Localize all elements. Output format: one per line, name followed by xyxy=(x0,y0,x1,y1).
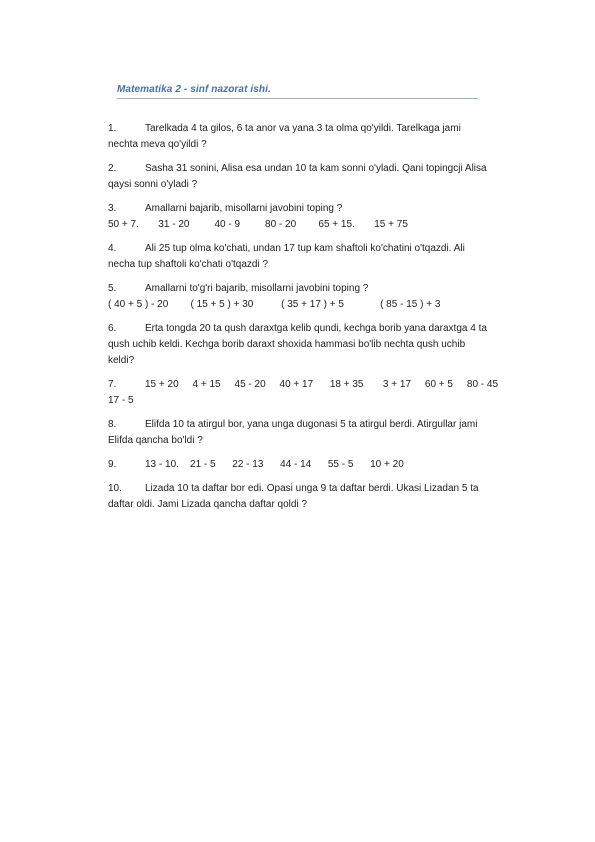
question-text-continued xyxy=(108,217,523,233)
question-number: 8. xyxy=(108,419,117,430)
question-number: 3. xyxy=(108,203,117,214)
question-number: 1. xyxy=(108,123,117,134)
question-text-continued xyxy=(108,433,523,449)
question-text-continued xyxy=(108,497,523,513)
question-list xyxy=(108,121,523,521)
question-text-continued xyxy=(108,393,523,409)
question-line: 15 + 20 4 + 15 45 - 20 40 + 17 18 + 35 3 + 17 60 + 5 80 - 45 xyxy=(145,379,499,390)
question-item xyxy=(108,321,523,369)
question-item xyxy=(108,281,523,313)
question-text-continued xyxy=(108,137,523,153)
question-line: keldi? xyxy=(108,355,135,366)
question-line: Sasha 31 sonini, Alisa esa undan 10 ta kam sonni o'yladi. Qani topingcji Alisa xyxy=(145,163,487,174)
question-text xyxy=(108,201,523,217)
question-item xyxy=(108,241,523,273)
question-item xyxy=(108,457,523,473)
question-line: Lizada 10 ta daftar bor edi. Opasi unga 9 ta daftar berdi. Ukasi Lizadan 5 ta xyxy=(145,483,479,494)
question-text xyxy=(108,457,523,473)
question-number: 9. xyxy=(108,459,117,470)
question-text xyxy=(108,281,523,297)
question-line: Elifda 10 ta atirgul bor, yana unga dugonasi 5 ta atirgul berdi. Atirgullar jami xyxy=(145,419,478,430)
question-line: nechta meva qo'yildi ? xyxy=(108,139,207,150)
question-number: 2. xyxy=(108,163,117,174)
question-line: ( 40 + 5 ) - 20 ( 15 + 5 ) + 30 ( 35 + 17 ) + 5 ( 85 - 15 ) + 3 xyxy=(108,299,441,310)
question-line: 13 - 10. 21 - 5 22 - 13 44 - 14 55 - 5 10 + 20 xyxy=(145,459,404,470)
question-text xyxy=(108,377,523,393)
question-line: Amallarni bajarib, misollarni javobini toping ? xyxy=(145,203,343,214)
question-text-continued xyxy=(108,257,523,273)
question-text xyxy=(108,321,523,337)
question-text xyxy=(108,481,523,497)
question-text xyxy=(108,121,523,137)
question-number: 6. xyxy=(108,323,117,334)
question-item xyxy=(108,201,523,233)
question-line: Elifda qancha bo'ldi ? xyxy=(108,435,203,446)
question-item xyxy=(108,377,523,409)
question-item xyxy=(108,417,523,449)
question-text-continued xyxy=(108,337,523,353)
question-line: qaysi sonni o'yladi ? xyxy=(108,179,198,190)
question-text xyxy=(108,161,523,177)
question-text xyxy=(108,241,523,257)
question-text xyxy=(108,417,523,433)
question-line: qush uchib keldi. Kechga borib daraxt shoxida hammasi bo'lib nechta qush uchib xyxy=(108,339,466,350)
question-item xyxy=(108,121,523,153)
question-line: Ali 25 tup olma ko'chati, undan 17 tup kam shaftoli ko'chatini o'tqazdi. Ali xyxy=(145,243,465,254)
question-item xyxy=(108,161,523,193)
question-text-continued xyxy=(108,353,523,369)
question-line: Amallarni to'g'ri bajarib, misollarni javobini toping ? xyxy=(145,283,369,294)
question-item xyxy=(108,481,523,513)
question-line: necha tup shaftoli ko'chati o'tqazdi ? xyxy=(108,259,269,270)
question-number: 10. xyxy=(108,483,122,494)
question-number: 7. xyxy=(108,379,117,390)
page-title: Matematika 2 - sinf nazorat ishi. xyxy=(117,84,271,95)
question-line: 50 + 7. 31 - 20 40 - 9 80 - 20 65 + 15. 15 + 75 xyxy=(108,219,408,230)
question-line: daftar oldi. Jami Lizada qancha daftar qoldi ? xyxy=(108,499,308,510)
question-number: 4. xyxy=(108,243,117,254)
question-number: 5. xyxy=(108,283,117,294)
question-text-continued xyxy=(108,177,523,193)
question-line: Tarelkada 4 ta gilos, 6 ta anor va yana 3 ta olma qo'yildi. Tarelkaga jami xyxy=(145,123,461,134)
question-line: 17 - 5 xyxy=(108,395,134,406)
question-line: Erta tongda 20 ta qush daraxtga kelib qundi, kechga borib yana daraxtga 4 ta xyxy=(145,323,487,334)
question-text-continued xyxy=(108,297,523,313)
title-block xyxy=(117,84,478,99)
